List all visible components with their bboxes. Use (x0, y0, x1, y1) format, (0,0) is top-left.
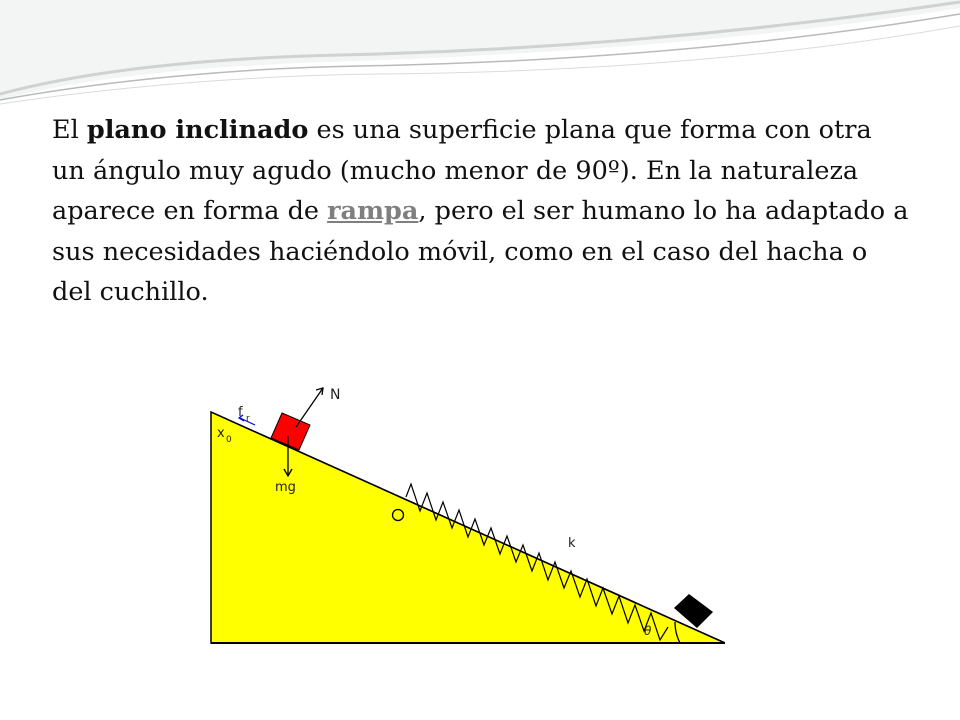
weight-label: mg (275, 480, 296, 495)
normal-force-label: N (330, 387, 341, 403)
description-paragraph (52, 110, 912, 313)
angle-label: θ (644, 624, 652, 638)
friction-subscript: r (246, 414, 250, 424)
text-body: es una superficie plana que forma con otra un ángulo muy agudo (mucho menor de 90º). En la naturaleza aparece en forma de (52, 115, 872, 226)
rampa-link[interactable]: rampa (327, 196, 419, 226)
spring-constant-label: k (568, 536, 576, 551)
text-ending: , pero el ser humano lo ha adaptado a sus necesidades haciéndolo móvil, como en el caso del hacha o del cuchillo. (52, 196, 909, 307)
term-plano-inclinado: plano inclinado (86, 115, 309, 145)
position-subscript: 0 (226, 435, 232, 445)
text-intro: El (52, 115, 87, 145)
inclined-plane-diagram (198, 383, 725, 648)
header-swoosh-decoration (0, 0, 960, 110)
friction-label: f (238, 405, 243, 420)
position-label: x (217, 426, 225, 441)
